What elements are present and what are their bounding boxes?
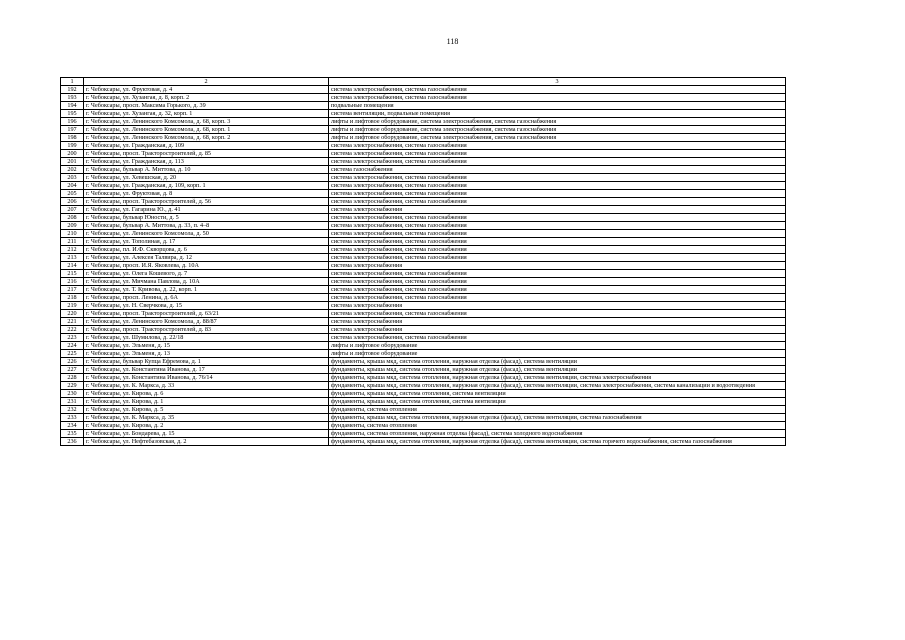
- row-number-cell: 223: [61, 334, 84, 342]
- table-row: [61, 174, 786, 182]
- row-number-cell: 229: [61, 382, 84, 390]
- works-cell: система электроснабжения, система газоснабжения: [329, 94, 786, 102]
- table-row: [61, 302, 786, 310]
- row-number-cell: 219: [61, 302, 84, 310]
- row-number-cell: 197: [61, 126, 84, 134]
- works-cell: система электроснабжения, система газоснабжения: [329, 246, 786, 254]
- row-number-cell: 206: [61, 198, 84, 206]
- address-cell: г. Чебоксары, ул. Ленинского Комсомола, д. 68, корп. 2: [84, 134, 329, 142]
- row-number-cell: 220: [61, 310, 84, 318]
- works-cell: система электроснабжения: [329, 206, 786, 214]
- works-cell: фундаменты, система отопления: [329, 406, 786, 414]
- table-row: [61, 238, 786, 246]
- row-number-cell: 205: [61, 190, 84, 198]
- address-cell: г. Чебоксары, ул. К. Маркса, д. 35: [84, 414, 329, 422]
- works-cell: система электроснабжения, система газоснабжения: [329, 198, 786, 206]
- table-header-row: [61, 78, 786, 86]
- works-cell: система электроснабжения: [329, 302, 786, 310]
- works-cell: система электроснабжения: [329, 318, 786, 326]
- table-row: [61, 430, 786, 438]
- table-row: [61, 118, 786, 126]
- works-cell: фундаменты, крыша мкд, система отопления, наружная отделка (фасад), система вентиляции, система электроснабжения: [329, 374, 786, 382]
- table-row: [61, 374, 786, 382]
- row-number-cell: 233: [61, 414, 84, 422]
- works-cell: фундаменты, крыша мкд, система отопления, наружная отделка (фасад), система вентиляции, система горячего водоснабжения, система газоснабжения: [329, 438, 786, 446]
- works-cell: система электроснабжения, система газоснабжения: [329, 190, 786, 198]
- table-row: [61, 390, 786, 398]
- table-row: [61, 438, 786, 446]
- table-row: [61, 366, 786, 374]
- works-cell: система газоснабжения: [329, 166, 786, 174]
- table-row: [61, 134, 786, 142]
- works-cell: система электроснабжения, система газоснабжения: [329, 270, 786, 278]
- table-row: [61, 278, 786, 286]
- address-cell: г. Чебоксары, бульвар А. Миттова, д. 10: [84, 166, 329, 174]
- address-cell: г. Чебоксары, просп. Ленина, д. 6А: [84, 294, 329, 302]
- works-cell: система электроснабжения, система газоснабжения: [329, 158, 786, 166]
- table-row: [61, 318, 786, 326]
- address-cell: г. Чебоксары, ул. Бондарева, д. 15: [84, 430, 329, 438]
- row-number-cell: 198: [61, 134, 84, 142]
- address-cell: г. Чебоксары, просп. Максима Горького, д. 39: [84, 102, 329, 110]
- works-cell: система электроснабжения, система газоснабжения: [329, 150, 786, 158]
- address-cell: г. Чебоксары, просп. Тракторостроителей, д. 56: [84, 198, 329, 206]
- table-row: [61, 110, 786, 118]
- row-number-cell: 215: [61, 270, 84, 278]
- table-row: [61, 270, 786, 278]
- row-number-cell: 195: [61, 110, 84, 118]
- table-row: [61, 214, 786, 222]
- address-cell: г. Чебоксары, бульвар А. Миттова, д. 33, п. 4–8: [84, 222, 329, 230]
- row-number-cell: 231: [61, 398, 84, 406]
- works-cell: лифты и лифтовое оборудование, система электроснабжения, система газоснабжения: [329, 126, 786, 134]
- table-row: [61, 358, 786, 366]
- works-cell: система электроснабжения, система газоснабжения: [329, 294, 786, 302]
- works-cell: фундаменты, система отопления: [329, 422, 786, 430]
- works-cell: система электроснабжения, система газоснабжения: [329, 278, 786, 286]
- table-row: [61, 406, 786, 414]
- row-number-cell: 228: [61, 374, 84, 382]
- row-number-cell: 236: [61, 438, 84, 446]
- row-number-cell: 213: [61, 254, 84, 262]
- works-cell: фундаменты, крыша мкд, система отопления, наружная отделка (фасад), система вентиляции: [329, 358, 786, 366]
- address-cell: г. Чебоксары, ул. Олега Кошевого, д. 7: [84, 270, 329, 278]
- address-cell: г. Чебоксары, ул. Ленинского Комсомола, д. 88/87: [84, 318, 329, 326]
- table-row: [61, 150, 786, 158]
- objects-table: [60, 77, 786, 446]
- works-cell: система электроснабжения, система газоснабжения: [329, 238, 786, 246]
- address-cell: г. Чебоксары, ул. Нефтебазовская, д. 2: [84, 438, 329, 446]
- table-row: [61, 158, 786, 166]
- row-number-cell: 225: [61, 350, 84, 358]
- works-cell: система электроснабжения, система газоснабжения: [329, 310, 786, 318]
- address-cell: г. Чебоксары, ул. Хузангая, д. 32, корп. 1: [84, 110, 329, 118]
- table-row: [61, 310, 786, 318]
- address-cell: г. Чебоксары, просп. Тракторостроителей, д. 85: [84, 150, 329, 158]
- row-number-cell: 204: [61, 182, 84, 190]
- table-row: [61, 190, 786, 198]
- table-row: [61, 182, 786, 190]
- address-cell: г. Чебоксары, ул. Кирова, д. 6: [84, 390, 329, 398]
- address-cell: г. Чебоксары, ул. Ленинского Комсомола, д. 68, корп. 1: [84, 126, 329, 134]
- address-cell: г. Чебоксары, ул. Эльменя, д. 13: [84, 350, 329, 358]
- row-number-cell: 217: [61, 286, 84, 294]
- works-cell: система электроснабжения, система газоснабжения: [329, 254, 786, 262]
- table-row: [61, 350, 786, 358]
- row-number-cell: 235: [61, 430, 84, 438]
- table-row: [61, 422, 786, 430]
- address-cell: г. Чебоксары, просп. Тракторостроителей, д. 83: [84, 326, 329, 334]
- works-cell: лифты и лифтовое оборудование, система электроснабжения, система газоснабжения: [329, 118, 786, 126]
- header-col-2: 2: [84, 78, 329, 86]
- table-row: [61, 334, 786, 342]
- table-row: [61, 102, 786, 110]
- address-cell: г. Чебоксары, пл. И.Ф. Скворцова, д. 6: [84, 246, 329, 254]
- works-cell: система электроснабжения, система газоснабжения: [329, 334, 786, 342]
- address-cell: г. Чебоксары, ул. Константина Иванова, д. 17: [84, 366, 329, 374]
- row-number-cell: 201: [61, 158, 84, 166]
- header-col-3: 3: [329, 78, 786, 86]
- works-cell: система электроснабжения: [329, 326, 786, 334]
- row-number-cell: 192: [61, 86, 84, 94]
- address-cell: г. Чебоксары, ул. Константина Иванова, д. 76/14: [84, 374, 329, 382]
- table-row: [61, 94, 786, 102]
- address-cell: г. Чебоксары, ул. Алексея Талвира, д. 12: [84, 254, 329, 262]
- header-col-1: 1: [61, 78, 84, 86]
- row-number-cell: 203: [61, 174, 84, 182]
- table-row: [61, 326, 786, 334]
- works-cell: фундаменты, крыша мкд, система отопления, наружная отделка (фасад), система вентиляции, система электроснабжения, система канализации и водоотведения: [329, 382, 786, 390]
- row-number-cell: 196: [61, 118, 84, 126]
- table-row: [61, 126, 786, 134]
- table-body: [61, 78, 786, 446]
- works-cell: лифты и лифтовое оборудование: [329, 342, 786, 350]
- address-cell: г. Чебоксары, ул. Гагарина Ю., д. 41: [84, 206, 329, 214]
- row-number-cell: 224: [61, 342, 84, 350]
- address-cell: г. Чебоксары, ул. Мичмана Павлова, д. 10А: [84, 278, 329, 286]
- address-cell: г. Чебоксары, ул. Фруктовая, д. 4: [84, 86, 329, 94]
- works-cell: подвальные помещения: [329, 102, 786, 110]
- works-cell: система электроснабжения, система газоснабжения: [329, 182, 786, 190]
- works-cell: система электроснабжения, система газоснабжения: [329, 174, 786, 182]
- works-cell: система электроснабжения, система газоснабжения: [329, 142, 786, 150]
- address-cell: г. Чебоксары, ул. Гражданская, д. 113: [84, 158, 329, 166]
- address-cell: г. Чебоксары, ул. Ленинского Комсомола, д. 68, корп. 3: [84, 118, 329, 126]
- address-cell: г. Чебоксары, ул. Н. Сверчкова, д. 15: [84, 302, 329, 310]
- address-cell: г. Чебоксары, ул. Тополиная, д. 17: [84, 238, 329, 246]
- table-row: [61, 230, 786, 238]
- works-cell: система вентиляции, подвальные помещения: [329, 110, 786, 118]
- row-number-cell: 194: [61, 102, 84, 110]
- table-row: [61, 382, 786, 390]
- row-number-cell: 202: [61, 166, 84, 174]
- address-cell: г. Чебоксары, ул. Хузангая, д. 8, корп. 2: [84, 94, 329, 102]
- works-cell: система электроснабжения, система газоснабжения: [329, 286, 786, 294]
- works-cell: лифты и лифтовое оборудование: [329, 350, 786, 358]
- table-row: [61, 222, 786, 230]
- address-cell: г. Чебоксары, ул. Гражданская, д. 109, корп. 1: [84, 182, 329, 190]
- table-row: [61, 246, 786, 254]
- row-number-cell: 221: [61, 318, 84, 326]
- row-number-cell: 207: [61, 206, 84, 214]
- address-cell: г. Чебоксары, бульвар Купца Ефремова, д. 1: [84, 358, 329, 366]
- works-cell: лифты и лифтовое оборудование, система электроснабжения, система газоснабжения: [329, 134, 786, 142]
- address-cell: г. Чебоксары, ул. Кирова, д. 2: [84, 422, 329, 430]
- address-cell: г. Чебоксары, ул. Ленинского Комсомола, д. 50: [84, 230, 329, 238]
- table-row: [61, 86, 786, 94]
- table-row: [61, 286, 786, 294]
- works-cell: фундаменты, крыша мкд, система отопления, система вентиляции: [329, 390, 786, 398]
- works-cell: система электроснабжения, система газоснабжения: [329, 86, 786, 94]
- address-cell: г. Чебоксары, ул. Фруктовая, д. 8: [84, 190, 329, 198]
- table-row: [61, 398, 786, 406]
- address-cell: г. Чебоксары, ул. Т. Кривова, д. 22, корп. 1: [84, 286, 329, 294]
- row-number-cell: 208: [61, 214, 84, 222]
- row-number-cell: 222: [61, 326, 84, 334]
- row-number-cell: 232: [61, 406, 84, 414]
- page-number: 118: [446, 37, 459, 46]
- address-cell: г. Чебоксары, ул. Эльменя, д. 15: [84, 342, 329, 350]
- table-row: [61, 142, 786, 150]
- works-cell: фундаменты, крыша мкд, система отопления, система вентиляции: [329, 398, 786, 406]
- works-cell: фундаменты, крыша мкд, система отопления, наружная отделка (фасад), система вентиляции: [329, 366, 786, 374]
- address-cell: г. Чебоксары, ул. Гражданская, д. 109: [84, 142, 329, 150]
- row-number-cell: 234: [61, 422, 84, 430]
- table-row: [61, 414, 786, 422]
- address-cell: г. Чебоксары, ул. Шумилова, д. 22/18: [84, 334, 329, 342]
- row-number-cell: 212: [61, 246, 84, 254]
- address-cell: г. Чебоксары, ул. Хевешская, д. 20: [84, 174, 329, 182]
- row-number-cell: 226: [61, 358, 84, 366]
- row-number-cell: 214: [61, 262, 84, 270]
- table-row: [61, 342, 786, 350]
- table-row: [61, 206, 786, 214]
- table-row: [61, 294, 786, 302]
- row-number-cell: 218: [61, 294, 84, 302]
- row-number-cell: 209: [61, 222, 84, 230]
- works-cell: фундаменты, крыша мкд, система отопления, наружная отделка (фасад), система вентиляции, система газоснабжения: [329, 414, 786, 422]
- table-row: [61, 262, 786, 270]
- row-number-cell: 210: [61, 230, 84, 238]
- row-number-cell: 216: [61, 278, 84, 286]
- table-row: [61, 198, 786, 206]
- works-cell: система электроснабжения, система газоснабжения: [329, 214, 786, 222]
- works-cell: система электроснабжения, система газоснабжения: [329, 230, 786, 238]
- address-cell: г. Чебоксары, ул. Кирова, д. 5: [84, 406, 329, 414]
- row-number-cell: 200: [61, 150, 84, 158]
- address-cell: г. Чебоксары, просп. И.Я. Яковлева, д. 10А: [84, 262, 329, 270]
- row-number-cell: 227: [61, 366, 84, 374]
- works-cell: фундаменты, система отопления, наружная отделка (фасад), система холодного водоснабжения: [329, 430, 786, 438]
- table-row: [61, 166, 786, 174]
- table-row: [61, 254, 786, 262]
- works-cell: система электроснабжения: [329, 262, 786, 270]
- address-cell: г. Чебоксары, бульвар Юности, д. 5: [84, 214, 329, 222]
- row-number-cell: 230: [61, 390, 84, 398]
- works-cell: система электроснабжения, система газоснабжения: [329, 222, 786, 230]
- row-number-cell: 199: [61, 142, 84, 150]
- address-cell: г. Чебоксары, просп. Тракторостроителей, д. 63/21: [84, 310, 329, 318]
- row-number-cell: 211: [61, 238, 84, 246]
- address-cell: г. Чебоксары, ул. К. Маркса, д. 33: [84, 382, 329, 390]
- row-number-cell: 193: [61, 94, 84, 102]
- address-cell: г. Чебоксары, ул. Кирова, д. 1: [84, 398, 329, 406]
